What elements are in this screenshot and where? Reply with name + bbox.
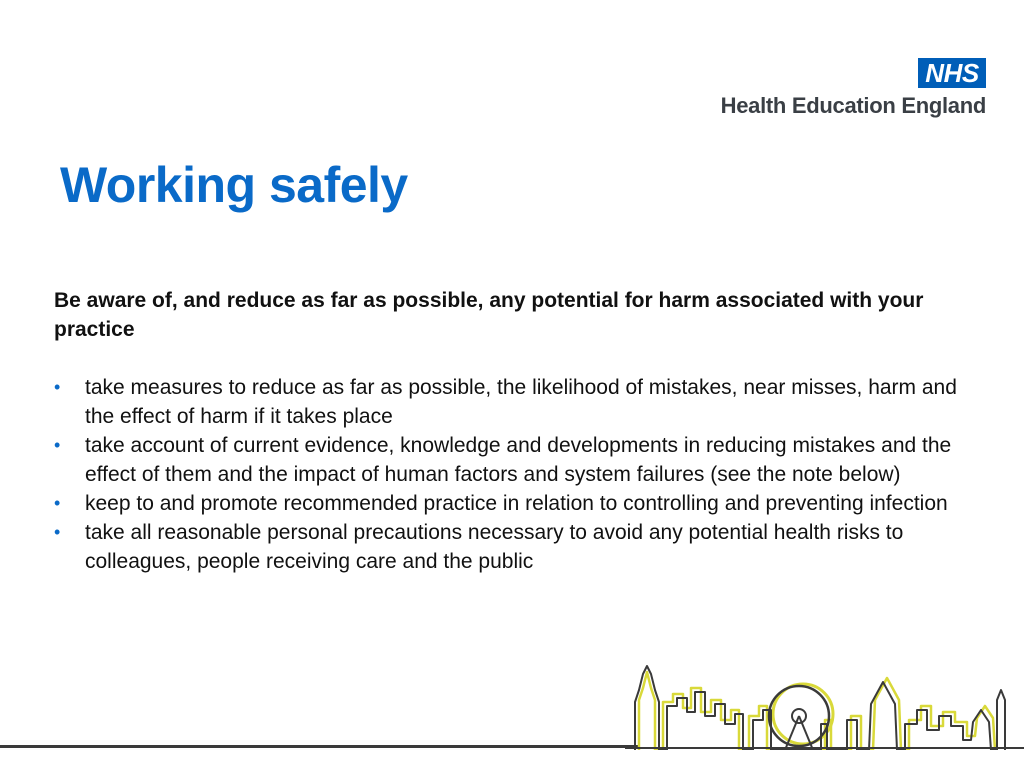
bullet-text: take measures to reduce as far as possible, the likelihood of mistakes, near misses, harm and the effect of harm if it takes place: [85, 376, 957, 428]
bullet-dot-icon: •: [54, 377, 61, 397]
bullet-dot-icon: •: [54, 493, 61, 513]
bullet-item: [54, 518, 964, 576]
london-skyline-icon: [625, 660, 1024, 750]
bullet-list: [54, 373, 964, 576]
bullet-dot-icon: •: [54, 435, 61, 455]
bullet-item: [54, 489, 964, 518]
bullet-text: take account of current evidence, knowledge and developments in reducing mistakes and the effect of them and the impact of human factors and system failures (see the note below): [85, 434, 952, 486]
intro-statement: Be aware of, and reduce as far as possible, any potential for harm associated with your practice: [54, 289, 924, 341]
footer-baseline: [0, 745, 640, 748]
bullet-dot-icon: •: [54, 522, 61, 542]
hee-logo: [696, 58, 986, 124]
slide-title: Working safely: [60, 157, 408, 213]
bullet-item: [54, 431, 964, 489]
nhs-logo-badge: NHS: [918, 58, 986, 88]
bullet-item: [54, 373, 964, 431]
bullet-text: take all reasonable personal precautions necessary to avoid any potential health risks to colleagues, people receiving care and the public: [85, 521, 904, 573]
organisation-name: Health Education England: [720, 93, 986, 118]
bullet-text: keep to and promote recommended practice in relation to controlling and preventing infection: [85, 492, 948, 515]
